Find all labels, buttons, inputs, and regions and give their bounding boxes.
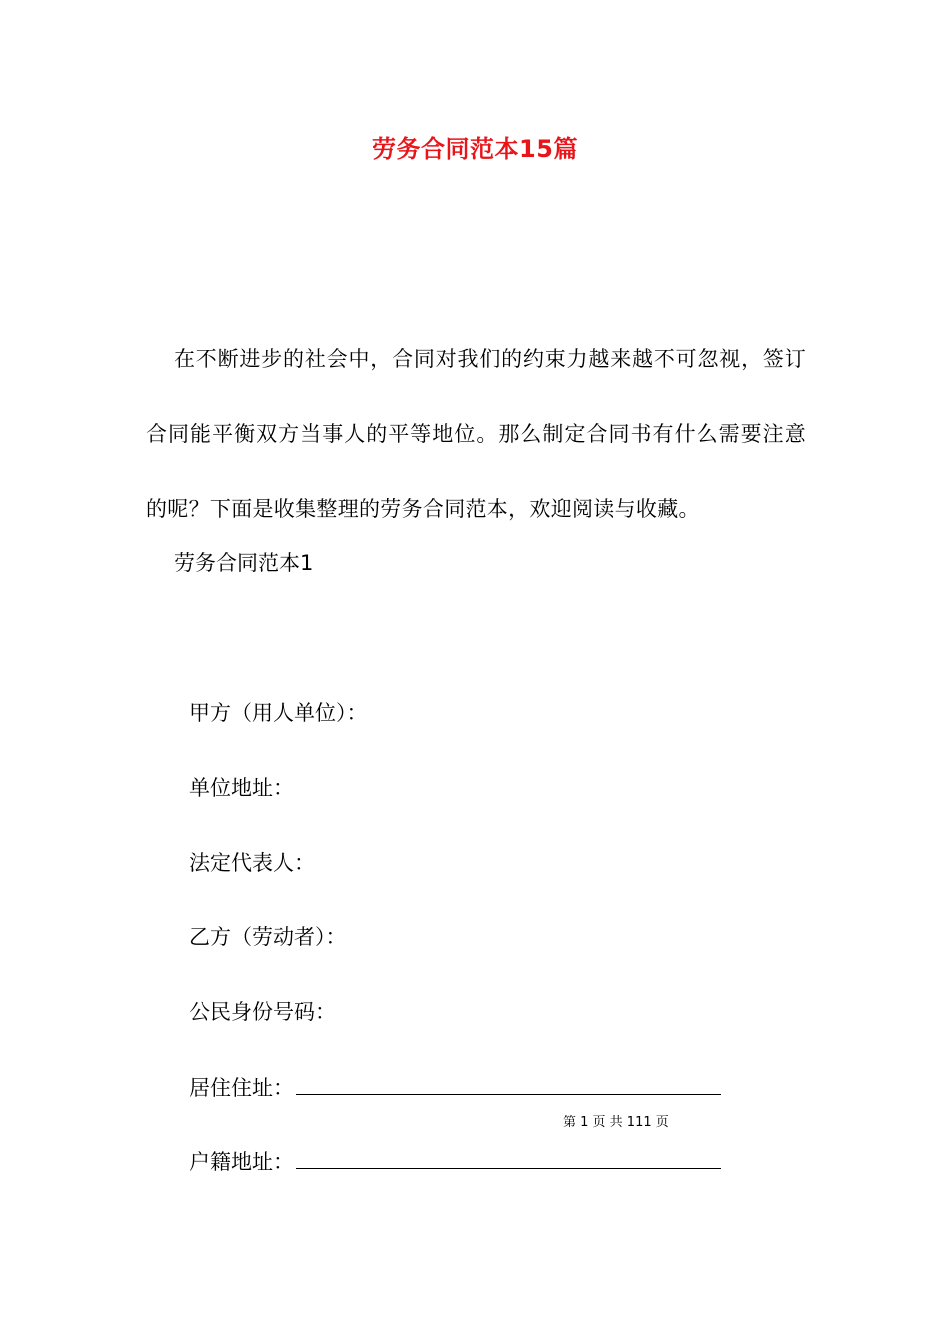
section-heading: 劳务合同范本1 (174, 551, 314, 575)
field-party-b (189, 920, 347, 954)
field-label: 乙方（劳动者）： (189, 925, 347, 949)
field-label: 单位地址： (189, 776, 294, 800)
fill-in-line (296, 1144, 721, 1169)
field-label: 居住住址： (189, 1076, 294, 1100)
field-residence-address (189, 1070, 721, 1105)
field-party-a (189, 696, 368, 730)
field-household-address (189, 1144, 721, 1179)
field-label: 户籍地址： (189, 1150, 294, 1174)
field-company-address (189, 771, 294, 805)
intro-paragraph: 在不断进步的社会中，合同对我们的约束力越来越不可忽视，签订合同能平衡双方当事人的平等地位。那么制定合同书有什么需要注意的呢？下面是收集整理的劳务合同范本，欢迎阅读与收藏。 (146, 347, 806, 521)
field-label: 法定代表人： (189, 851, 315, 875)
field-label: 公民身份号码： (189, 1000, 336, 1024)
document-title: 劳务合同范本15篇 (372, 135, 578, 163)
fill-in-line (296, 1070, 721, 1095)
field-label: 甲方（用人单位）： (189, 701, 368, 725)
field-legal-representative (189, 846, 315, 880)
field-id-number (189, 995, 336, 1029)
page-number-footer: 第 1 页 共 111 页 (563, 1115, 669, 1130)
